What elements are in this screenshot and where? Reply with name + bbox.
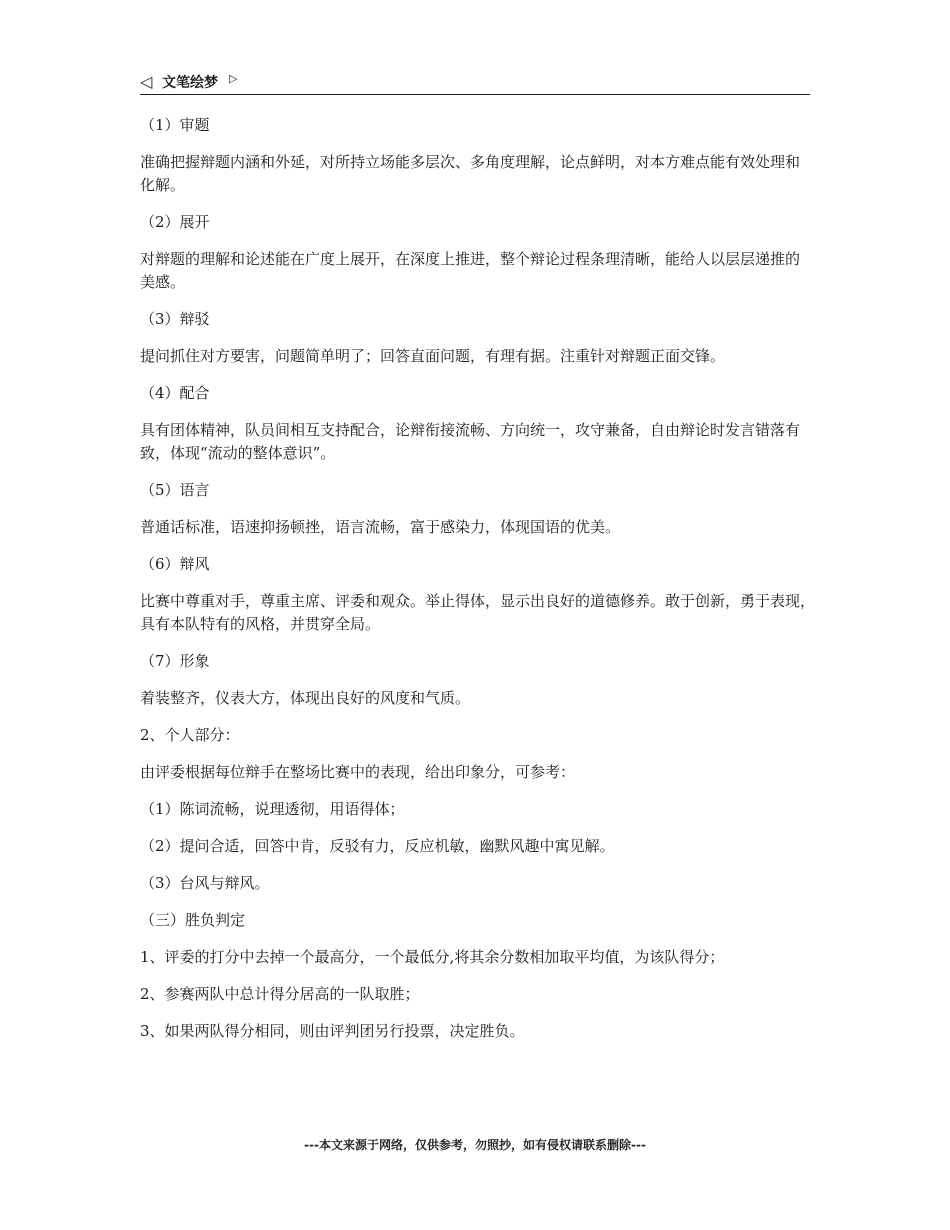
rule-3: 3、如果两队得分相同，则由评判团另行投票，决定胜负。 bbox=[140, 1022, 525, 1040]
rule-2: 2、参赛两队中总计得分居高的一队取胜； bbox=[140, 985, 420, 1003]
personal-item-3: （3）台风与辩风。 bbox=[140, 874, 270, 892]
personal-item-1: （1）陈词流畅，说理透彻，用语得体； bbox=[140, 800, 405, 818]
page-footer: ---本文来源于网络，仅供参考，勿照抄，如有侵权请联系删除--- bbox=[304, 1138, 646, 1152]
heading-zhankai: （2）展开 bbox=[140, 213, 210, 231]
personal-intro: 由评委根据每位辩手在整场比赛中的表现，给出印象分，可参考： bbox=[140, 763, 576, 781]
heading-xingxiang: （7）形象 bbox=[140, 652, 210, 670]
header-brand: 文笔绘梦 bbox=[162, 75, 218, 91]
paragraph-shenti: 准确把握辩题内涵和外延，对所持立场能多层次、多角度理解，论点鲜明，对本方难点能有效处理和化解。 bbox=[140, 153, 801, 194]
heading-shenti: （1）审题 bbox=[140, 116, 210, 134]
paragraph-bianfeng: 比赛中尊重对手，尊重主席、评委和观众。举止得体，显示出良好的道德修养。敢于创新，勇于表现，具有本队特有的风格，并贯穿全局。 bbox=[140, 592, 816, 633]
left-triangle-icon: ◁ bbox=[140, 72, 153, 91]
document-body bbox=[140, 114, 820, 1043]
right-triangle-icon: ▷ bbox=[229, 72, 238, 85]
section-personal: 2、个人部分： bbox=[140, 726, 240, 744]
heading-bianbo: （3）辩驳 bbox=[140, 310, 210, 328]
heading-bianfeng: （6）辩风 bbox=[140, 555, 210, 573]
paragraph-xingxiang: 着装整齐，仪表大方，体现出良好的风度和气质。 bbox=[140, 689, 471, 707]
section-result: （三）胜负判定 bbox=[140, 911, 246, 929]
personal-item-2: （2）提问合适，回答中肯，反驳有力，反应机敏，幽默风趣中寓见解。 bbox=[140, 837, 615, 855]
rule-1: 1、评委的打分中去掉一个最高分，一个最低分,将其余分数相加取平均值，为该队得分； bbox=[140, 948, 725, 966]
paragraph-yuyan: 普通话标准，语速抑扬顿挫，语言流畅，富于感染力，体现国语的优美。 bbox=[140, 518, 621, 536]
heading-yuyan: （5）语言 bbox=[140, 481, 210, 499]
page-header bbox=[140, 72, 810, 95]
paragraph-peihe: 具有团体精神，队员间相互支持配合，论辩衔接流畅、方向统一，攻守兼备，自由辩论时发言错落有致，体现“流动的整体意识”。 bbox=[140, 421, 801, 462]
paragraph-zhankai: 对辩题的理解和论述能在广度上展开，在深度上推进，整个辩论过程条理清晰，能给人以层层递推的美感。 bbox=[140, 250, 801, 291]
paragraph-bianbo: 提问抓住对方要害，问题简单明了；回答直面问题，有理有据。注重针对辩题正面交锋。 bbox=[140, 347, 726, 365]
heading-peihe: （4）配合 bbox=[140, 384, 210, 402]
